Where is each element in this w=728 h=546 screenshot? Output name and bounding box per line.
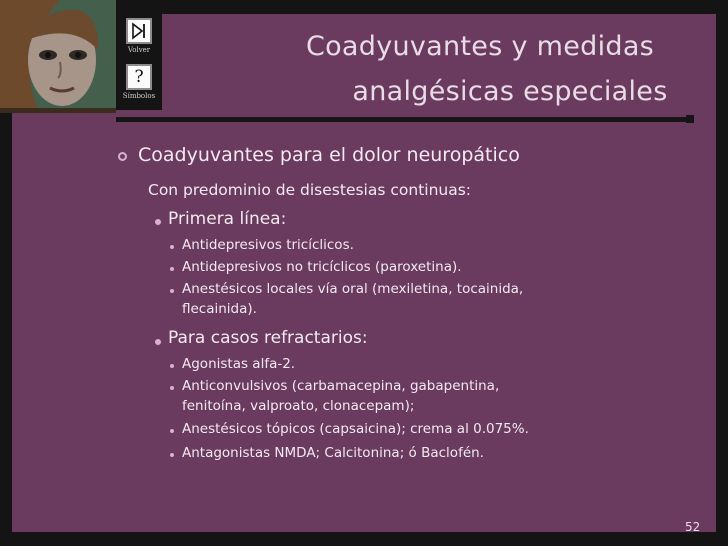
group1-item-3-continuation: flecainida).	[182, 301, 257, 317]
help-label: Símbolos	[122, 92, 156, 100]
level1-bullet-icon	[118, 152, 127, 161]
help-button[interactable]	[126, 64, 152, 90]
level3-bullet-icon	[170, 267, 174, 271]
group1-item-1: Antidepresivos tricíclicos.	[182, 237, 354, 253]
slide-title	[270, 24, 690, 114]
skip-forward-icon	[128, 20, 150, 42]
level3-bullet-icon	[170, 386, 174, 390]
group2-item-2: Anticonvulsivos (carbamacepina, gabapentina,	[182, 378, 500, 394]
group1-item-3: Anestésicos locales vía oral (mexiletina, tocainida,	[182, 281, 524, 297]
level3-bullet-icon	[170, 289, 174, 293]
next-slide-button[interactable]	[126, 18, 152, 44]
group1-item-2: Antidepresivos no tricíclicos (paroxetina).	[182, 259, 462, 275]
next-slide-label: Volver	[127, 46, 151, 54]
title-divider-end	[686, 115, 694, 123]
heading-text: Coadyuvantes para el dolor neuropático	[138, 144, 520, 166]
nav-panel	[116, 12, 162, 110]
level3-bullet-icon	[170, 429, 174, 433]
group2-item-3: Anestésicos tópicos (capsaicina); crema al 0.075%.	[182, 421, 529, 437]
group2-item-4: Antagonistas NMDA; Calcitonina; ó Baclofén.	[182, 445, 484, 461]
level3-bullet-icon	[170, 364, 174, 368]
portrait-illustration	[0, 0, 116, 113]
group1-label: Primera línea:	[168, 209, 287, 229]
group2-item-2-continuation: fenitoína, valproato, clonacepam);	[182, 398, 415, 414]
frame-bottom	[0, 532, 728, 546]
frame-right	[716, 0, 728, 546]
level3-bullet-icon	[170, 453, 174, 457]
title-line-1: Coadyuvantes y medidas	[305, 31, 655, 62]
question-icon: ?	[134, 67, 144, 87]
level2-bullet-icon	[155, 219, 161, 225]
portrait-image	[0, 0, 116, 113]
group2-item-1: Agonistas alfa-2.	[182, 356, 296, 372]
level3-bullet-icon	[170, 245, 174, 249]
page-number: 52	[685, 520, 701, 534]
group2-label: Para casos refractarios:	[168, 328, 368, 348]
title-line-2: analgésicas especiales	[352, 76, 668, 107]
level2-bullet-icon	[155, 339, 161, 345]
title-divider	[116, 117, 691, 122]
subheading-text: Con predominio de disestesias continuas:	[148, 181, 472, 199]
